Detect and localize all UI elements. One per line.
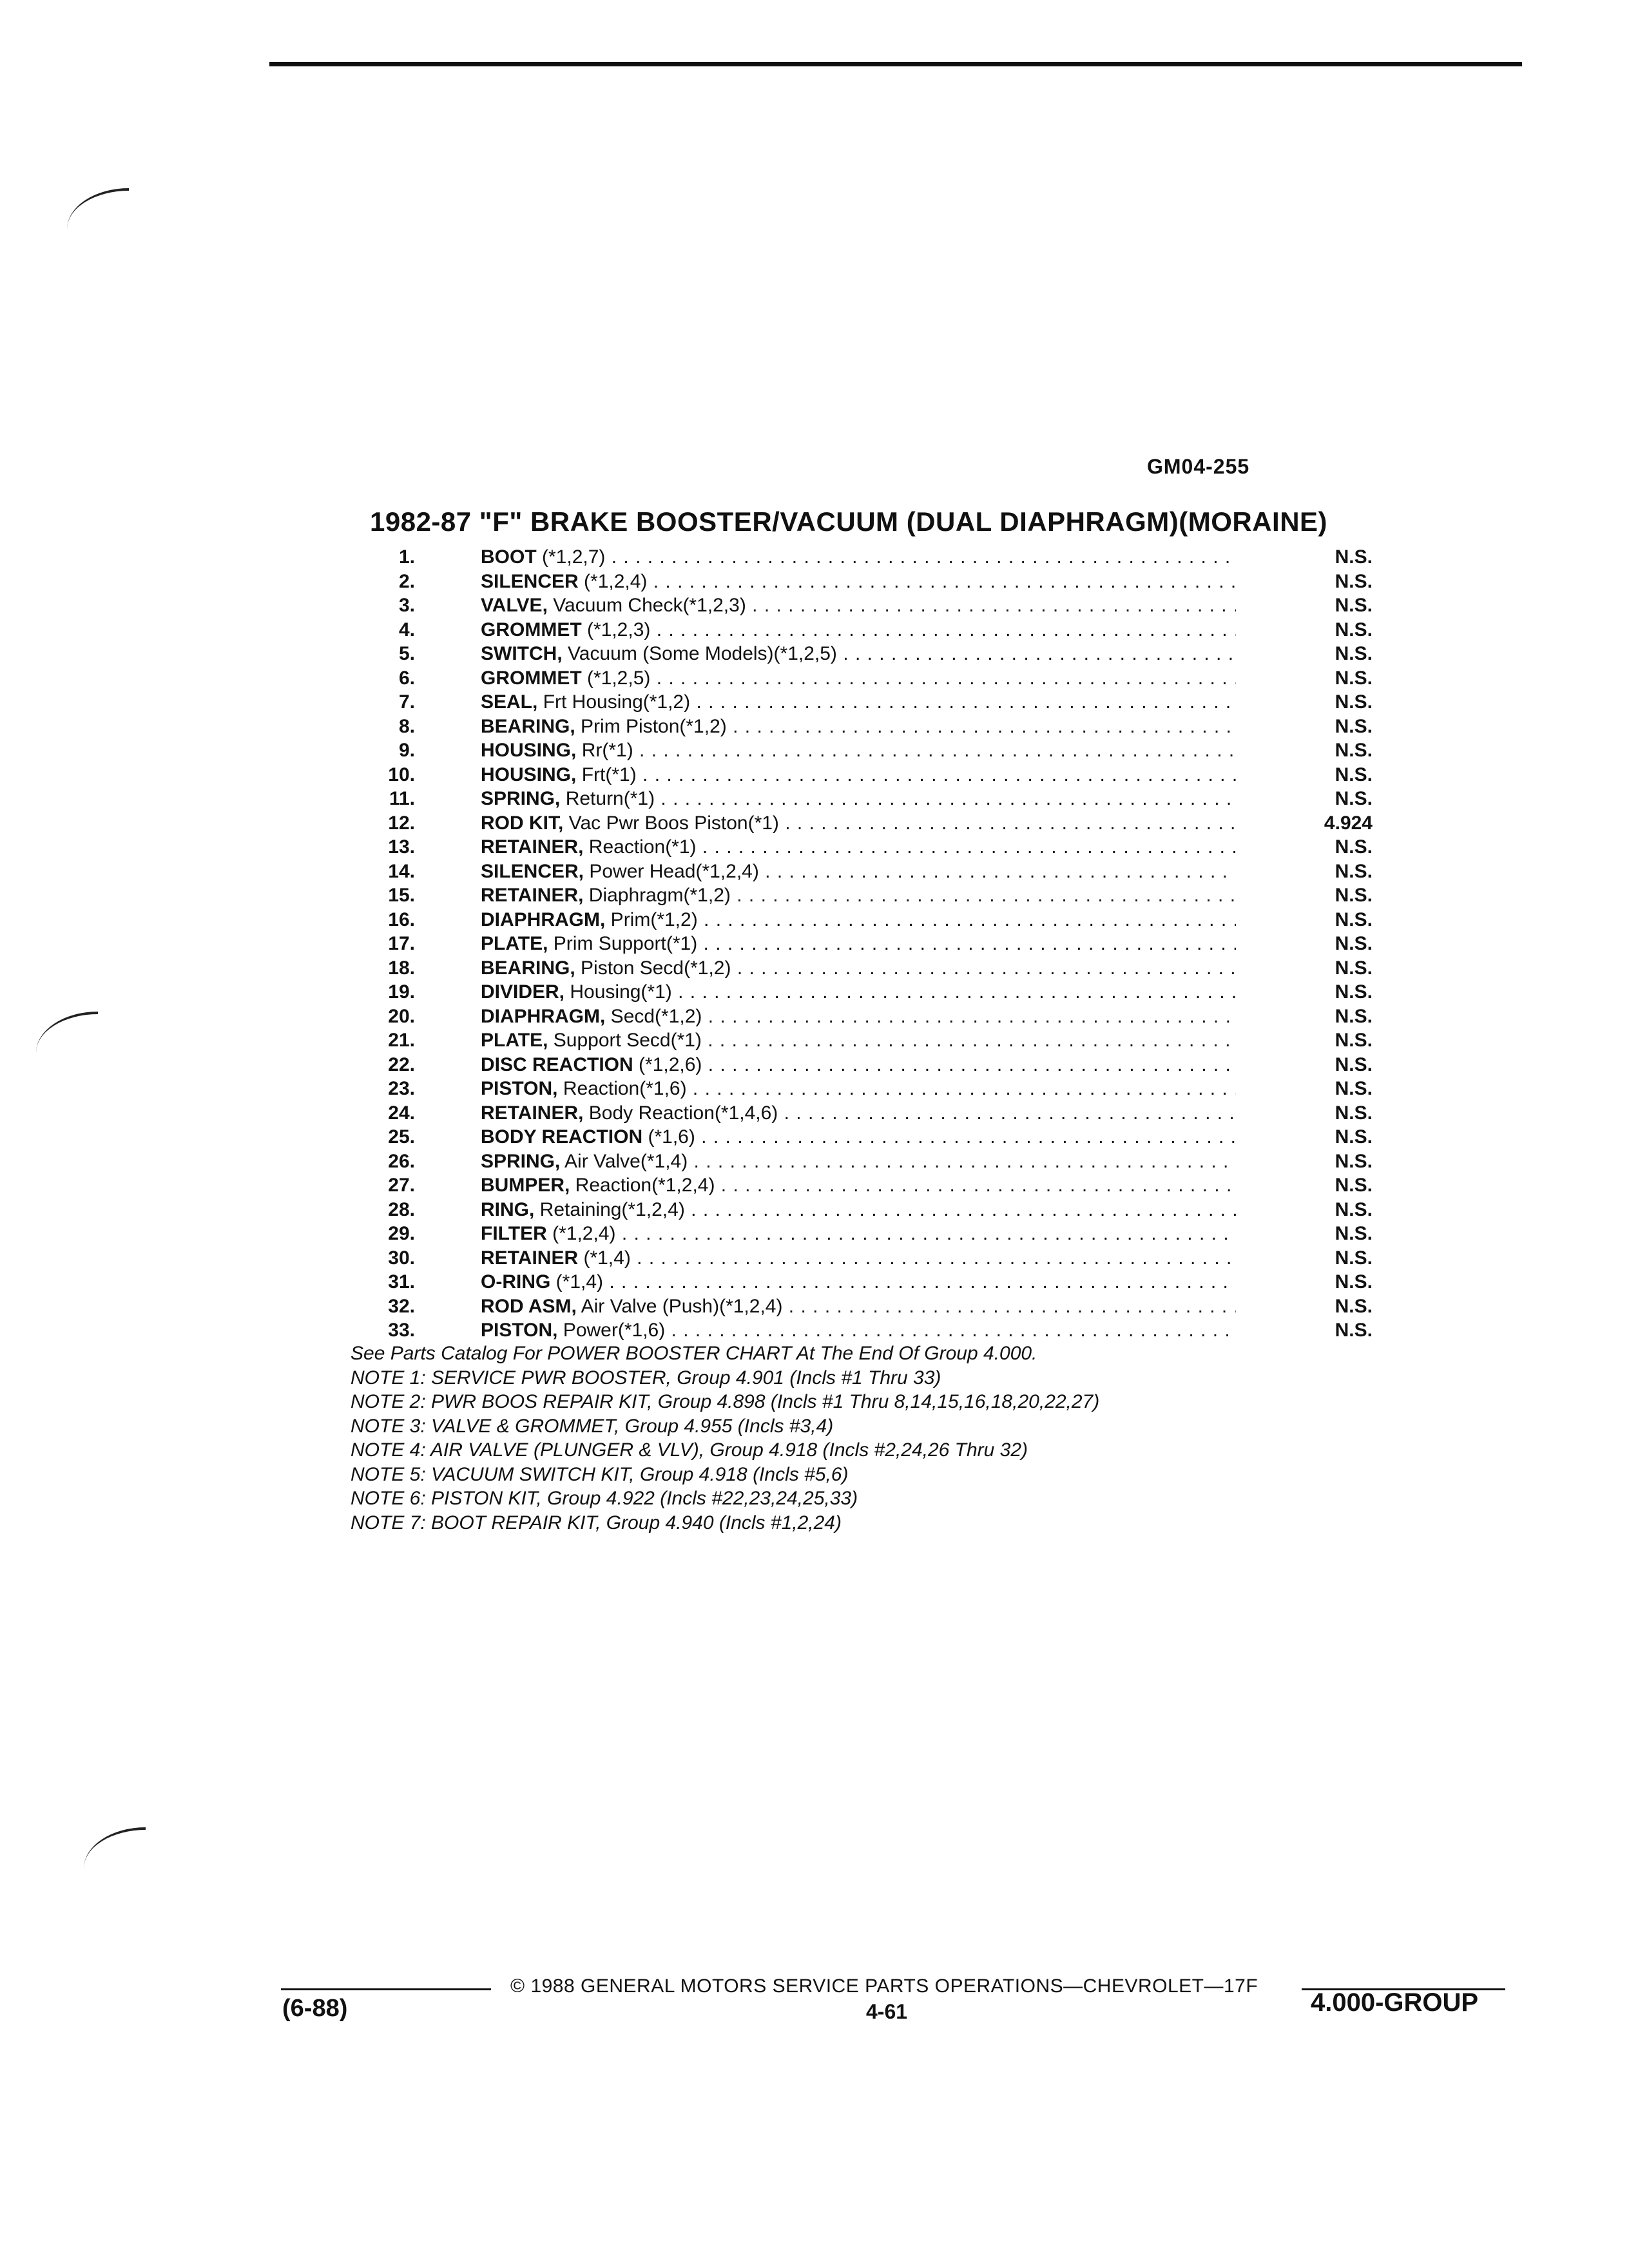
- part-name: SPRING,: [481, 788, 561, 809]
- part-row: [361, 618, 1392, 642]
- part-number: 30.: [388, 1247, 415, 1269]
- note-line: NOTE 6: PISTON KIT, Group 4.922 (Incls #22,23,24,25,33): [351, 1488, 858, 1509]
- part-detail: Piston Secd(*1,2): [575, 957, 731, 979]
- part-description: [481, 811, 1236, 836]
- part-description: [481, 545, 1236, 570]
- part-description: [481, 1246, 1236, 1271]
- part-detail: Rr(*1): [576, 740, 633, 761]
- part-number: 7.: [398, 691, 415, 713]
- part-group: N.S.: [1335, 1247, 1373, 1269]
- part-detail: (*1,4): [550, 1271, 604, 1293]
- part-group: N.S.: [1335, 1030, 1373, 1051]
- part-detail: (*1,2,4): [578, 570, 648, 592]
- part-name: BUMPER,: [481, 1175, 570, 1196]
- part-group: N.S.: [1335, 933, 1373, 954]
- top-rule: [269, 62, 1522, 66]
- part-name: SEAL,: [481, 691, 538, 713]
- part-number: 33.: [388, 1320, 415, 1341]
- part-row: [361, 1198, 1392, 1222]
- part-row: [361, 1149, 1392, 1174]
- part-name: BEARING,: [481, 715, 575, 737]
- notes-section: [351, 1341, 1446, 1535]
- part-group: N.S.: [1335, 715, 1373, 737]
- part-name: RETAINER: [481, 1247, 579, 1269]
- part-name: SWITCH,: [481, 643, 563, 664]
- part-detail: Reaction(*1,6): [557, 1078, 687, 1099]
- part-group: N.S.: [1335, 1150, 1373, 1172]
- part-row: [361, 835, 1392, 860]
- part-name: PISTON,: [481, 1078, 558, 1099]
- part-detail: Prim Piston(*1,2): [575, 715, 727, 737]
- part-number: 19.: [388, 981, 415, 1003]
- part-detail: Vac Pwr Boos Piston(*1): [563, 812, 779, 834]
- part-group: N.S.: [1335, 1198, 1373, 1220]
- part-group: N.S.: [1335, 740, 1373, 761]
- part-row: [361, 715, 1392, 739]
- note-line: NOTE 2: PWR BOOS REPAIR KIT, Group 4.898 (Incls #1 Thru 8,14,15,16,18,20,22,27): [351, 1391, 1100, 1412]
- part-detail: Diaphragm(*1,2): [583, 885, 731, 906]
- part-detail: Retaining(*1,2,4): [534, 1198, 685, 1220]
- part-description: [481, 1101, 1236, 1126]
- part-description: [481, 1125, 1236, 1149]
- part-number: 14.: [388, 860, 415, 882]
- part-row: [361, 883, 1392, 908]
- part-description: [481, 618, 1236, 642]
- part-row: [361, 593, 1392, 618]
- part-name: VALVE,: [481, 595, 548, 616]
- part-detail: Vacuum (Some Models)(*1,2,5): [562, 643, 837, 664]
- note-line: NOTE 1: SERVICE PWR BOOSTER, Group 4.901 (Incls #1 Thru 33): [351, 1367, 941, 1389]
- part-group: N.S.: [1335, 860, 1373, 882]
- part-row: [361, 1053, 1392, 1077]
- part-number: 16.: [388, 908, 415, 930]
- part-number: 28.: [388, 1198, 415, 1220]
- part-detail: Power Head(*1,2,4): [584, 860, 759, 882]
- part-row: [361, 545, 1392, 570]
- document-code: GM04-255: [1147, 455, 1250, 478]
- part-detail: (*1,2,5): [581, 667, 651, 689]
- part-row: [361, 1077, 1392, 1101]
- part-group: N.S.: [1335, 1223, 1373, 1244]
- part-description: [481, 715, 1236, 739]
- part-name: HOUSING,: [481, 764, 577, 785]
- part-detail: Reaction(*1): [583, 836, 697, 858]
- part-group: N.S.: [1335, 957, 1373, 979]
- part-description: [481, 1028, 1236, 1053]
- part-number: 20.: [388, 1005, 415, 1027]
- part-group: N.S.: [1335, 764, 1373, 785]
- footer-rule-left: [281, 1988, 491, 1990]
- part-row: [361, 811, 1392, 836]
- part-number: 13.: [388, 836, 415, 858]
- part-number: 10.: [388, 764, 415, 785]
- part-number: 12.: [388, 812, 415, 834]
- part-name: HOUSING,: [481, 740, 577, 761]
- note-line: See Parts Catalog For POWER BOOSTER CHART At The End Of Group 4.000.: [351, 1343, 1037, 1364]
- part-description: [481, 980, 1236, 1004]
- part-detail: (*1,2,7): [536, 546, 606, 568]
- part-detail: (*1,2,3): [581, 619, 651, 640]
- part-row: [361, 1270, 1392, 1294]
- part-description: [481, 1004, 1236, 1029]
- part-detail: (*1,4): [578, 1247, 631, 1269]
- part-group: N.S.: [1335, 570, 1373, 592]
- part-group: N.S.: [1335, 1295, 1373, 1317]
- part-group: N.S.: [1335, 1271, 1373, 1293]
- part-detail: Housing(*1): [564, 981, 672, 1003]
- part-description: [481, 860, 1236, 884]
- part-row: [361, 1222, 1392, 1246]
- part-number: 24.: [388, 1102, 415, 1124]
- note-line: NOTE 5: VACUUM SWITCH KIT, Group 4.918 (Incls #5,6): [351, 1463, 849, 1485]
- part-group: N.S.: [1335, 1053, 1373, 1075]
- part-description: [481, 787, 1236, 811]
- part-number: 2.: [398, 570, 415, 592]
- part-number: 29.: [388, 1223, 415, 1244]
- part-row: [361, 690, 1392, 715]
- page-number: 4-61: [866, 2000, 908, 2023]
- part-group: N.S.: [1335, 619, 1373, 640]
- part-description: [481, 1294, 1236, 1319]
- part-name: SILENCER: [481, 570, 579, 592]
- part-number: 32.: [388, 1295, 415, 1317]
- part-row: [361, 1004, 1392, 1029]
- part-row: [361, 738, 1392, 763]
- part-row: [361, 1318, 1392, 1343]
- part-detail: Support Secd(*1): [548, 1030, 702, 1051]
- part-name: SPRING,: [481, 1150, 561, 1172]
- part-row: [361, 932, 1392, 956]
- part-number: 18.: [388, 957, 415, 979]
- part-description: [481, 738, 1236, 763]
- note-line: NOTE 7: BOOT REPAIR KIT, Group 4.940 (Incls #1,2,24): [351, 1512, 842, 1533]
- part-row: [361, 787, 1392, 811]
- part-description: [481, 666, 1236, 691]
- part-name: DISC REACTION: [481, 1053, 633, 1075]
- part-group: N.S.: [1335, 908, 1373, 930]
- part-name: PLATE,: [481, 1030, 548, 1051]
- part-description: [481, 1198, 1236, 1222]
- part-detail: Return(*1): [560, 788, 655, 809]
- part-group: N.S.: [1335, 981, 1373, 1003]
- part-name: BOOT: [481, 546, 537, 568]
- part-number: 6.: [398, 667, 415, 689]
- part-group: N.S.: [1335, 546, 1373, 568]
- part-row: [361, 956, 1392, 981]
- part-number: 31.: [388, 1271, 415, 1293]
- part-row: [361, 1173, 1392, 1198]
- part-name: DIAPHRAGM,: [481, 908, 606, 930]
- part-name: O-RING: [481, 1271, 551, 1293]
- part-row: [361, 570, 1392, 594]
- part-name: GROMMET: [481, 667, 582, 689]
- part-description: [481, 763, 1236, 787]
- part-description: [481, 908, 1236, 932]
- part-row: [361, 1294, 1392, 1319]
- part-name: ROD ASM,: [481, 1295, 577, 1317]
- page-title: 1982-87 "F" BRAKE BOOSTER/VACUUM (DUAL DIAPHRAGM)(MORAINE): [370, 506, 1328, 537]
- part-number: 11.: [389, 788, 415, 809]
- note-line: NOTE 4: AIR VALVE (PLUNGER & VLV), Group 4.918 (Incls #2,24,26 Thru 32): [351, 1439, 1028, 1461]
- part-group: N.S.: [1335, 1175, 1373, 1196]
- part-detail: Prim(*1,2): [605, 908, 698, 930]
- part-description: [481, 593, 1236, 618]
- part-name: RETAINER,: [481, 885, 584, 906]
- part-group: N.S.: [1335, 1102, 1373, 1124]
- part-group: N.S.: [1335, 885, 1373, 906]
- part-group: N.S.: [1335, 643, 1373, 664]
- part-description: [481, 642, 1236, 666]
- part-number: 4.: [398, 619, 415, 640]
- part-description: [481, 1222, 1236, 1246]
- part-number: 5.: [398, 643, 415, 664]
- part-description: [481, 883, 1236, 908]
- part-name: GROMMET: [481, 619, 582, 640]
- part-group: N.S.: [1335, 1126, 1373, 1148]
- part-number: 17.: [388, 933, 415, 954]
- part-group: N.S.: [1335, 788, 1373, 809]
- part-number: 8.: [398, 715, 415, 737]
- footer-group: 4.000-GROUP: [1311, 1988, 1479, 2017]
- part-description: [481, 1270, 1236, 1294]
- part-row: [361, 666, 1392, 691]
- part-group: N.S.: [1335, 1078, 1373, 1099]
- part-row: [361, 642, 1392, 666]
- part-row: [361, 1101, 1392, 1126]
- part-number: 3.: [398, 595, 415, 616]
- punch-mark: [36, 1012, 98, 1053]
- part-detail: Vacuum Check(*1,2,3): [547, 595, 746, 616]
- part-row: [361, 980, 1392, 1004]
- part-description: [481, 690, 1236, 715]
- part-description: [481, 932, 1236, 956]
- part-group: N.S.: [1335, 1005, 1373, 1027]
- part-description: [481, 1077, 1236, 1101]
- part-name: RING,: [481, 1198, 535, 1220]
- part-name: BEARING,: [481, 957, 575, 979]
- part-detail: Air Valve(*1,4): [560, 1150, 688, 1172]
- part-name: DIAPHRAGM,: [481, 1005, 606, 1027]
- part-number: 9.: [398, 740, 415, 761]
- part-description: [481, 1149, 1236, 1174]
- part-detail: (*1,6): [642, 1126, 695, 1148]
- part-number: 15.: [388, 885, 415, 906]
- part-detail: Prim Support(*1): [548, 933, 698, 954]
- part-number: 25.: [388, 1126, 415, 1148]
- part-group: N.S.: [1335, 595, 1373, 616]
- part-group: N.S.: [1335, 1320, 1373, 1341]
- part-description: [481, 1053, 1236, 1077]
- part-detail: (*1,2,6): [633, 1053, 702, 1075]
- part-detail: (*1,2,4): [546, 1223, 616, 1244]
- part-name: RETAINER,: [481, 836, 584, 858]
- part-group: 4.924: [1324, 812, 1373, 834]
- part-name: ROD KIT,: [481, 812, 564, 834]
- part-number: 1.: [398, 546, 415, 568]
- part-name: FILTER: [481, 1223, 547, 1244]
- punch-mark: [84, 1827, 146, 1869]
- part-row: [361, 763, 1392, 787]
- parts-list: [361, 545, 1392, 1343]
- part-name: SILENCER,: [481, 860, 584, 882]
- part-description: [481, 956, 1236, 981]
- part-name: BODY REACTION: [481, 1126, 643, 1148]
- part-detail: Secd(*1,2): [605, 1005, 702, 1027]
- part-detail: Body Reaction(*1,4,6): [583, 1102, 778, 1124]
- note-line: NOTE 3: VALVE & GROMMET, Group 4.955 (Incls #3,4): [351, 1415, 834, 1437]
- part-row: [361, 908, 1392, 932]
- part-number: 26.: [388, 1150, 415, 1172]
- part-description: [481, 1173, 1236, 1198]
- part-number: 21.: [388, 1030, 415, 1051]
- part-group: N.S.: [1335, 691, 1373, 713]
- part-description: [481, 835, 1236, 860]
- part-row: [361, 1246, 1392, 1271]
- part-name: PISTON,: [481, 1320, 558, 1341]
- part-description: [481, 1318, 1236, 1343]
- part-detail: Frt(*1): [576, 764, 637, 785]
- part-row: [361, 1028, 1392, 1053]
- part-detail: Power(*1,6): [557, 1320, 666, 1341]
- punch-mark: [67, 188, 129, 229]
- part-number: 23.: [388, 1078, 415, 1099]
- part-group: N.S.: [1335, 667, 1373, 689]
- part-number: 22.: [388, 1053, 415, 1075]
- part-name: RETAINER,: [481, 1102, 584, 1124]
- part-detail: Reaction(*1,2,4): [570, 1175, 715, 1196]
- footer-copyright: © 1988 GENERAL MOTORS SERVICE PARTS OPERATIONS—CHEVROLET—17F: [510, 1975, 1258, 1997]
- part-name: PLATE,: [481, 933, 548, 954]
- footer-date: (6-88): [282, 1995, 348, 2022]
- part-number: 27.: [388, 1175, 415, 1196]
- part-row: [361, 860, 1392, 884]
- part-group: N.S.: [1335, 836, 1373, 858]
- part-row: [361, 1125, 1392, 1149]
- part-detail: Air Valve (Push)(*1,2,4): [576, 1295, 783, 1317]
- part-detail: Frt Housing(*1,2): [537, 691, 691, 713]
- part-description: [481, 570, 1236, 594]
- part-name: DIVIDER,: [481, 981, 565, 1003]
